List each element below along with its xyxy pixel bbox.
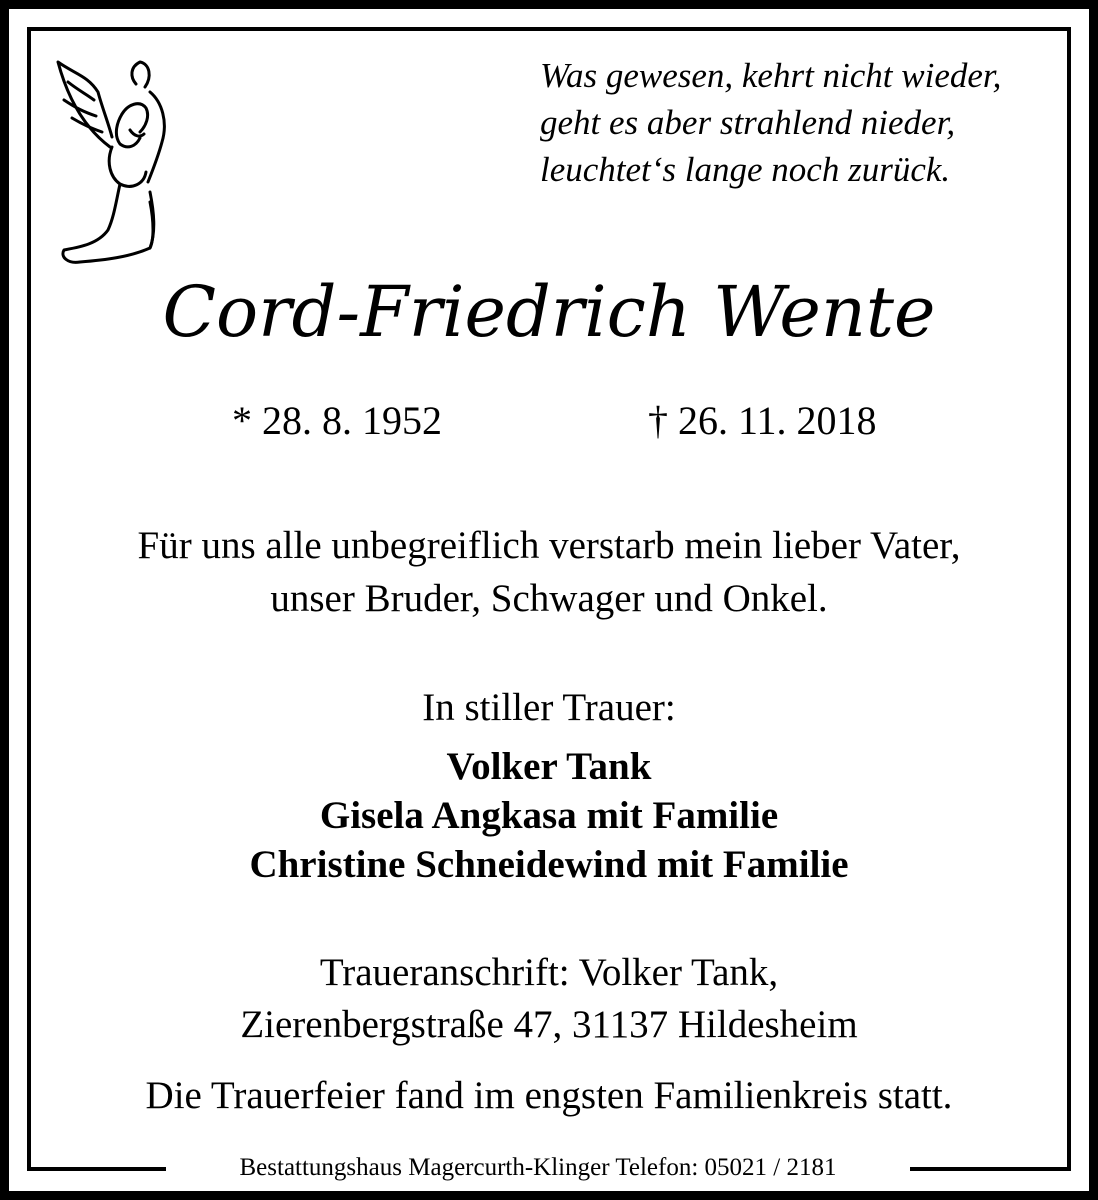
angel-icon — [50, 52, 170, 267]
death-date: † 26. 11. 2018 — [648, 398, 877, 443]
poem — [540, 52, 1060, 193]
address-line-2: Zierenbergstraße 47, 31137 Hildesheim — [240, 1003, 858, 1046]
announcement-line-1: Für uns alle unbegreiflich verstarb mein lieber Vater, — [137, 524, 961, 567]
funeral-home-footer: Bestattungshaus Magercurth-Klinger Telefon: 05021 / 2181 — [166, 1151, 910, 1185]
mourner-list — [0, 742, 1098, 889]
mourner-name: Volker Tank — [446, 745, 652, 788]
deceased-name: Cord-Friedrich Wente — [162, 271, 936, 353]
poem-line-2: geht es aber strahlend nieder, — [540, 103, 956, 142]
ceremony-note: Die Trauerfeier fand im engsten Familienkreis statt. — [145, 1074, 953, 1117]
announcement-line-2: unser Bruder, Schwager und Onkel. — [270, 577, 828, 620]
announcement — [0, 519, 1098, 625]
birth-date: * 28. 8. 1952 — [232, 398, 442, 443]
mourner-name: Gisela Angkasa mit Familie — [319, 794, 779, 837]
poem-line-3: leuchtet‘s lange noch zurück. — [540, 150, 951, 189]
mourning-heading: In stiller Trauer: — [422, 686, 676, 729]
poem-line-1: Was gewesen, kehrt nicht wieder, — [540, 56, 1002, 95]
mourner-name: Christine Schneidewind mit Familie — [249, 843, 849, 886]
address-line-1: Traueranschrift: Volker Tank, — [319, 951, 779, 994]
mourning-address — [0, 947, 1098, 1051]
